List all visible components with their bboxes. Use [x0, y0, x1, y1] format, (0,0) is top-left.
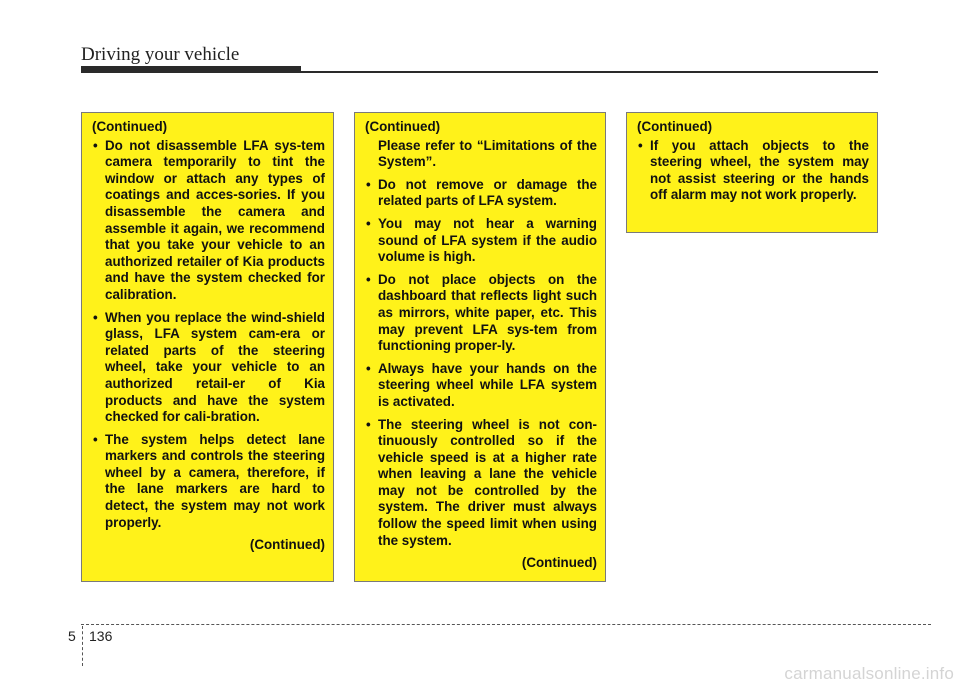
header-bar [81, 66, 301, 73]
continued-label: (Continued) [249, 537, 325, 553]
page-header-title: Driving your vehicle [81, 44, 240, 65]
bullet-item [365, 272, 597, 355]
bullet-item [637, 138, 869, 204]
continued-label: (Continued) [637, 119, 713, 134]
bullet-icon: • [366, 271, 371, 287]
bullet-text: The system helps detect lane markers and controls the steering wheel by a camera, therefore, if the lane markers are hard to detect, the system may not work properly. [105, 431, 325, 530]
footer-rule [81, 624, 931, 625]
caution-box-1 [81, 112, 334, 582]
continued-label: (Continued) [365, 119, 441, 134]
bullet-text: If you attach objects to the steering wheel, the system may not assist steering or the hands off alarm may not work properly. [650, 137, 869, 203]
bullet-text: Do not disassemble LFA sys-tem camera temporarily to tint the window or attach any types of coatings and acces-sories. If you disassemble the camera and assemble it again, we recommend that you take your vehicle to an authorized retailer of Kia products and have the system checked for calibration. [105, 137, 325, 302]
bullet-icon: • [366, 360, 371, 376]
chapter-number: 5 [68, 628, 76, 644]
bullet-text: The steering wheel is not con-tinuously controlled so if the vehicle speed is at a higher rate when leaving a lane the vehicle may not be controlled by the system. The driver must always follow the speed limit when using the system. [378, 416, 597, 548]
caution-box-3 [626, 112, 878, 233]
bullet-item [92, 310, 325, 426]
bullet-item [92, 138, 325, 304]
header-rule [300, 71, 878, 73]
bullet-icon: • [93, 431, 98, 447]
bullet-item [365, 177, 597, 210]
continued-label: (Continued) [92, 119, 168, 134]
bullet-icon: • [366, 215, 371, 231]
bullet-text: Do not place objects on the dashboard that reflects light such as mirrors, white paper, etc. This may prevent LFA sys-tem from functioning proper-ly. [378, 271, 597, 354]
bullet-text: You may not hear a warning sound of LFA system if the audio volume is high. [378, 215, 597, 265]
bullet-item [92, 432, 325, 532]
bullet-text: Do not remove or damage the related parts of LFA system. [378, 176, 597, 209]
bullet-icon: • [93, 309, 98, 325]
lead-text: Please refer to “Limitations of the System”. [378, 137, 597, 170]
watermark: carmanualsonline.info [784, 664, 954, 683]
bullet-icon: • [366, 176, 371, 192]
bullet-icon: • [638, 137, 643, 153]
continued-label: (Continued) [521, 555, 597, 571]
bullet-icon: • [93, 137, 98, 153]
bullet-text: When you replace the wind-shield glass, LFA system cam-era or related parts of the steering wheel, take your vehicle to an authorized retail-er of Kia products and have the system checked for cali-bration. [105, 309, 325, 425]
bullet-item [365, 417, 597, 550]
bullet-item [365, 361, 597, 411]
caution-box-2 [354, 112, 606, 582]
footer-separator [82, 626, 83, 666]
bullet-item [365, 216, 597, 266]
page-number: 136 [89, 628, 113, 644]
bullet-text: Always have your hands on the steering wheel while LFA system is activated. [378, 360, 597, 409]
bullet-icon: • [366, 416, 371, 432]
